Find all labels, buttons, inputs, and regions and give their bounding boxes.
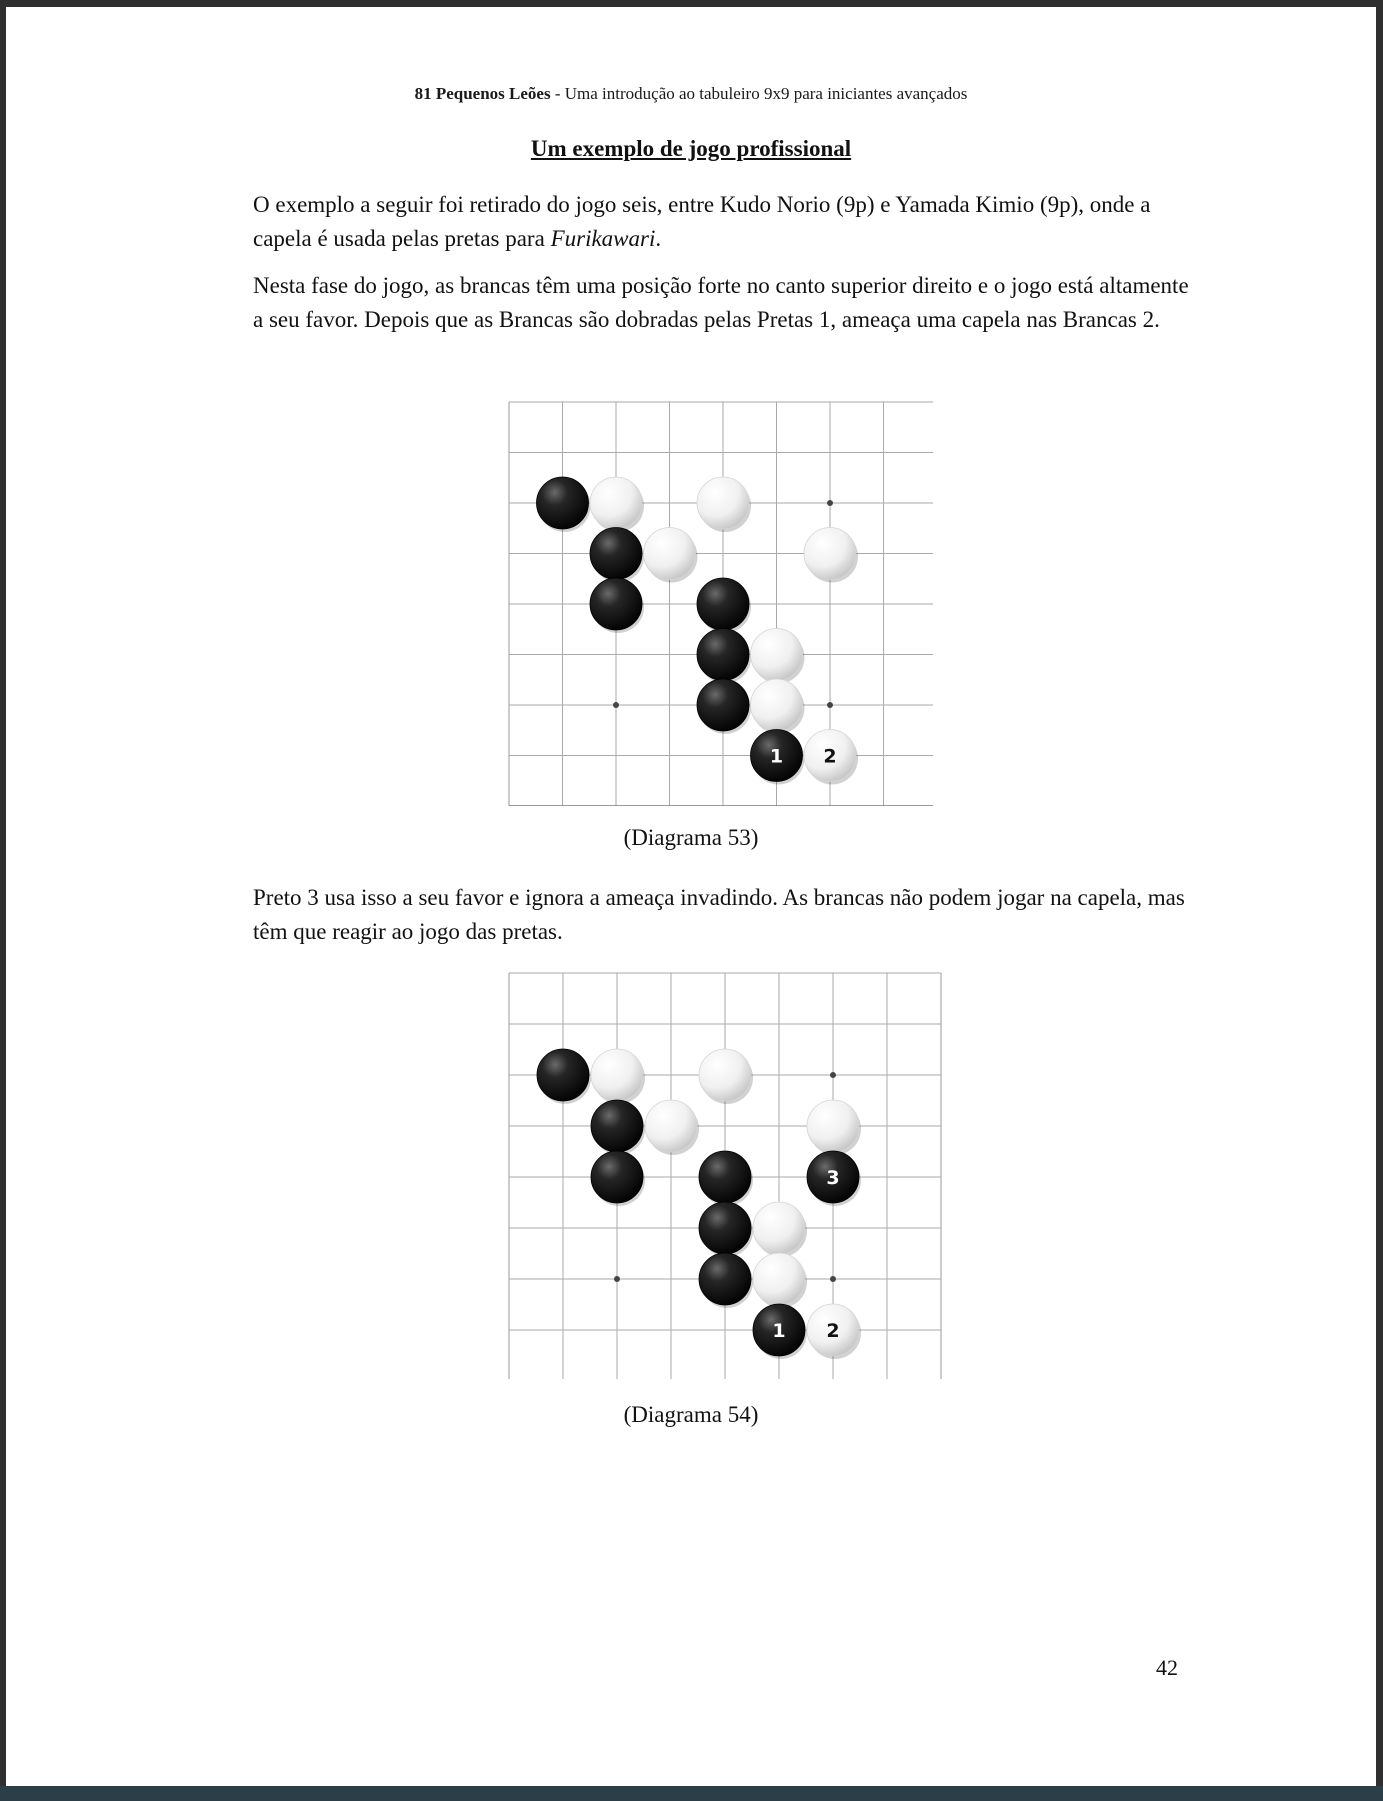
black-stone (807, 1151, 861, 1206)
white-stone (804, 730, 858, 785)
stone-body (751, 629, 803, 681)
stone-body (590, 477, 642, 529)
black-stone (697, 578, 751, 633)
black-stone (753, 1304, 807, 1359)
stone-body (537, 1049, 589, 1101)
white-stone (751, 679, 805, 734)
go-diagram-53 (503, 396, 933, 806)
black-stone (537, 1049, 591, 1104)
stone-body (807, 1100, 859, 1152)
section-title: Um exemplo de jogo profissional (530, 136, 852, 161)
white-stone (697, 477, 751, 532)
stone-body (697, 629, 749, 681)
white-stone (753, 1202, 807, 1257)
white-stone (590, 477, 644, 532)
page-number: 42 (1156, 1655, 1178, 1680)
stone-body (697, 578, 749, 630)
black-stone (699, 1253, 753, 1308)
star-point (830, 1072, 836, 1078)
stone-body (591, 1049, 643, 1101)
viewer-bottom-bar (0, 1786, 1383, 1801)
paragraph-invasion: Preto 3 usa isso a seu favor e ignora a ameaça invadindo. As brancas não podem jogar na capela, mas têm que reagir ao jogo das pretas. (253, 885, 1185, 944)
black-stone (591, 1100, 645, 1155)
white-stone (591, 1049, 645, 1104)
go-diagram-54 (503, 967, 943, 1379)
black-stone (591, 1151, 645, 1206)
star-point (827, 702, 833, 708)
stone-body (697, 477, 749, 529)
stone-body (591, 1151, 643, 1203)
running-header (6, 84, 1376, 104)
paragraph-intro-text: O exemplo a seguir foi retirado do jogo seis, entre Kudo Norio (9p) e Yamada Kimio (9p), onde a capela é usada pelas pretas para (253, 192, 1151, 251)
black-stone (590, 578, 644, 633)
furikawari-term: Furikawari (550, 226, 656, 251)
stone-body (644, 528, 696, 580)
stone-body (753, 1253, 805, 1305)
book-subtitle: - Uma introdução ao tabuleiro 9x9 para iniciantes avançados (550, 84, 968, 103)
white-stone (751, 629, 805, 684)
star-point (830, 1276, 836, 1282)
white-stone (807, 1100, 861, 1155)
diagram-54-caption: (Diagrama 54) (623, 1402, 759, 1427)
stone-body (537, 477, 589, 529)
stone-body (697, 679, 749, 731)
black-stone (699, 1151, 753, 1206)
stone-number: 2 (826, 1320, 840, 1342)
star-point (613, 702, 619, 708)
stone-number: 1 (769, 745, 784, 768)
stone-body (699, 1151, 751, 1203)
black-stone (537, 477, 591, 532)
diagram-53-caption: (Diagrama 53) (623, 825, 759, 850)
stone-body (753, 1202, 805, 1254)
white-stone (753, 1253, 807, 1308)
black-stone (590, 528, 644, 583)
black-stone (751, 730, 805, 785)
stone-body (699, 1253, 751, 1305)
white-stone (645, 1100, 699, 1155)
stone-body (751, 679, 803, 731)
black-stone (697, 679, 751, 734)
paragraph-intro (253, 188, 1198, 256)
star-point (614, 1276, 620, 1282)
white-stone (644, 528, 698, 583)
stone-number: 3 (826, 1167, 840, 1189)
stone-body (590, 528, 642, 580)
black-stone (699, 1202, 753, 1257)
paragraph-intro-end: . (655, 226, 662, 251)
stone-body (699, 1202, 751, 1254)
document-page (6, 7, 1376, 1786)
white-stone (807, 1304, 861, 1359)
paragraph-position: Nesta fase do jogo, as brancas têm uma posição forte no canto superior direito e o jogo está altamente a seu favor. Depois que as Brancas são dobradas pelas Pretas 1, ameaça uma capela nas Brancas 2. (253, 273, 1189, 332)
white-stone (699, 1049, 753, 1104)
stone-body (590, 578, 642, 630)
stone-body (699, 1049, 751, 1101)
stone-number: 2 (823, 745, 837, 768)
stone-body (645, 1100, 697, 1152)
stone-body (591, 1100, 643, 1152)
white-stone (804, 528, 858, 583)
black-stone (697, 629, 751, 684)
stone-number: 1 (772, 1320, 786, 1342)
star-point (827, 500, 833, 506)
book-title: 81 Pequenos Leões (414, 84, 551, 103)
stone-body (804, 528, 856, 580)
